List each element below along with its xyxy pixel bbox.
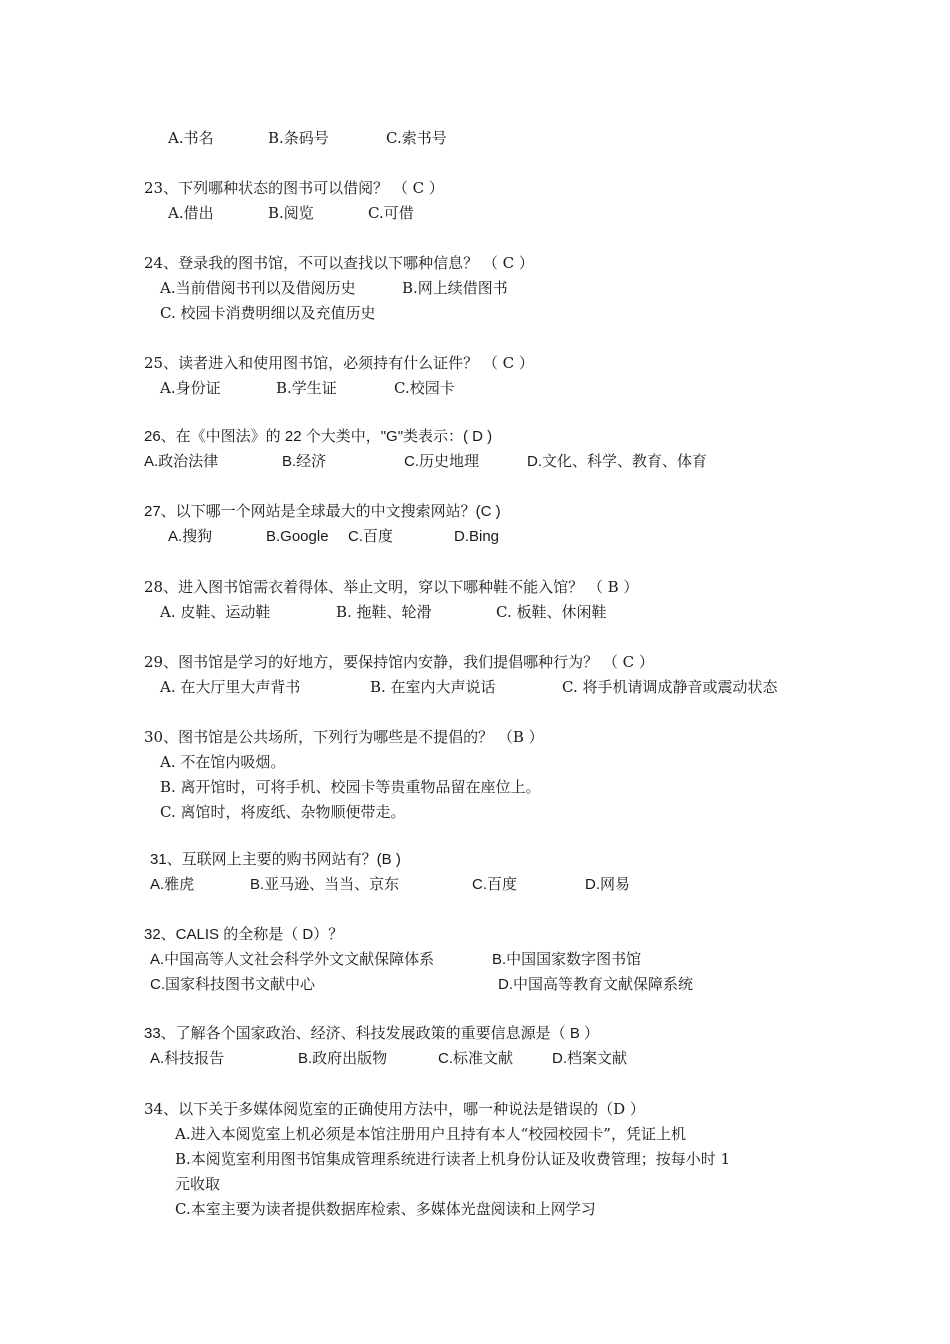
q30-option-a: A. 不在馆内吸烟。 (160, 753, 286, 771)
q28-option-c: C. 板鞋、休闲鞋 (496, 603, 607, 621)
q25-option-a: A.身份证 (160, 379, 221, 397)
q27-option-a: A.搜狗 (168, 528, 213, 545)
q32-option-d: D.中国高等教育文献保障系统 (498, 976, 694, 993)
q28-stem: 28、进入图书馆需衣着得体、举止文明，穿以下哪种鞋不能入馆？ （ B ） (144, 578, 639, 596)
q34-option-b-line1: B.本阅览室利用图书馆集成管理系统进行读者上机身份认证及收费管理；按每小时 1 (175, 1150, 731, 1168)
q24-stem: 24、登录我的图书馆，不可以查找以下哪种信息？ （ C ） (144, 254, 534, 272)
q29-stem: 29、图书馆是学习的好地方，要保持馆内安静，我们提倡哪种行为？ （ C ） (144, 653, 654, 671)
q25-option-c: C.校园卡 (394, 379, 455, 397)
q27-option-c: C.百度 (348, 528, 394, 545)
q29-option-c: C. 将手机请调成静音或震动状态 (562, 678, 778, 696)
q32-option-a: A.中国高等人文社会科学外文文献保障体系 (150, 951, 435, 968)
q33-option-b: B.政府出版物 (298, 1050, 388, 1067)
q23-stem: 23、下列哪种状态的图书可以借阅？ （ C ） (144, 179, 444, 197)
q27-stem: 27、以下哪一个网站是全球最大的中文搜索网站？(C ) (144, 503, 501, 520)
q24-option-b: B.网上续借图书 (402, 279, 508, 297)
q31-stem: 31、互联网上主要的购书网站有？(B ) (150, 851, 401, 868)
q34-stem: 34、以下关于多媒体阅览室的正确使用方法中，哪一种说法是错误的（D ） (144, 1100, 645, 1118)
q32-option-c: C.国家科技图书文献中心 (150, 976, 316, 993)
q33-option-c: C.标准文献 (438, 1050, 514, 1067)
q23-option-a: A.借出 (168, 204, 214, 222)
q26-stem: 26、在《中图法》的 22 个大类中，"G"类表示：( D ) (144, 428, 493, 445)
q23-option-b: B.阅览 (268, 204, 314, 222)
q22-option-c: C.索书号 (386, 129, 447, 147)
q22-option-b: B.条码号 (268, 129, 329, 147)
q29-option-b: B. 在室内大声说话 (370, 678, 496, 696)
q25-option-b: B.学生证 (276, 379, 337, 397)
q30-option-c: C. 离馆时，将废纸、杂物顺便带走。 (160, 803, 406, 821)
q28-option-a: A. 皮鞋、运动鞋 (160, 603, 271, 621)
q31-option-c: C.百度 (472, 876, 518, 893)
q33-option-a: A.科技报告 (150, 1050, 225, 1067)
q34-option-c: C.本室主要为读者提供数据库检索、多媒体光盘阅读和上网学习 (175, 1200, 596, 1218)
q34-option-b-line2: 元收取 (175, 1175, 221, 1193)
q30-stem: 30、图书馆是公共场所，下列行为哪些是不提倡的？ （B ） (144, 728, 544, 746)
q33-stem: 33、了解各个国家政治、经济、科技发展政策的重要信息源是（ B ） (144, 1025, 600, 1042)
q33-option-d: D.档案文献 (552, 1050, 628, 1067)
q32-option-b: B.中国国家数字图书馆 (492, 951, 642, 968)
q31-option-b: B.亚马逊、当当、京东 (250, 876, 400, 893)
q24-option-c: C. 校园卡消费明细以及充值历史 (160, 304, 376, 322)
q28-option-b: B. 拖鞋、轮滑 (336, 603, 432, 621)
q22-option-a: A.书名 (168, 129, 214, 147)
q30-option-b: B. 离开馆时，可将手机、校园卡等贵重物品留在座位上。 (160, 778, 541, 796)
q29-option-a: A. 在大厅里大声背书 (160, 678, 301, 696)
q23-option-c: C.可借 (368, 204, 414, 222)
q31-option-a: A.雅虎 (150, 876, 195, 893)
q27-option-d: D.Bing (454, 528, 500, 545)
q26-option-a: A.政治法律 (144, 453, 219, 470)
q31-option-d: D.网易 (585, 876, 631, 893)
q32-stem: 32、CALIS 的全称是（ D）？ (144, 926, 344, 943)
q26-option-b: B.经济 (282, 453, 327, 470)
q26-option-d: D.文化、科学、教育、体育 (527, 453, 708, 470)
q24-option-a: A.当前借阅书刊以及借阅历史 (160, 279, 356, 297)
q34-option-a: A.进入本阅览室上机必须是本馆注册用户且持有本人“校园校园卡”，凭证上机 (175, 1125, 686, 1143)
q25-stem: 25、读者进入和使用图书馆，必须持有什么证件？ （ C ） (144, 354, 534, 372)
q27-option-b: B.Google (266, 528, 329, 545)
q26-option-c: C.历史地理 (404, 453, 480, 470)
